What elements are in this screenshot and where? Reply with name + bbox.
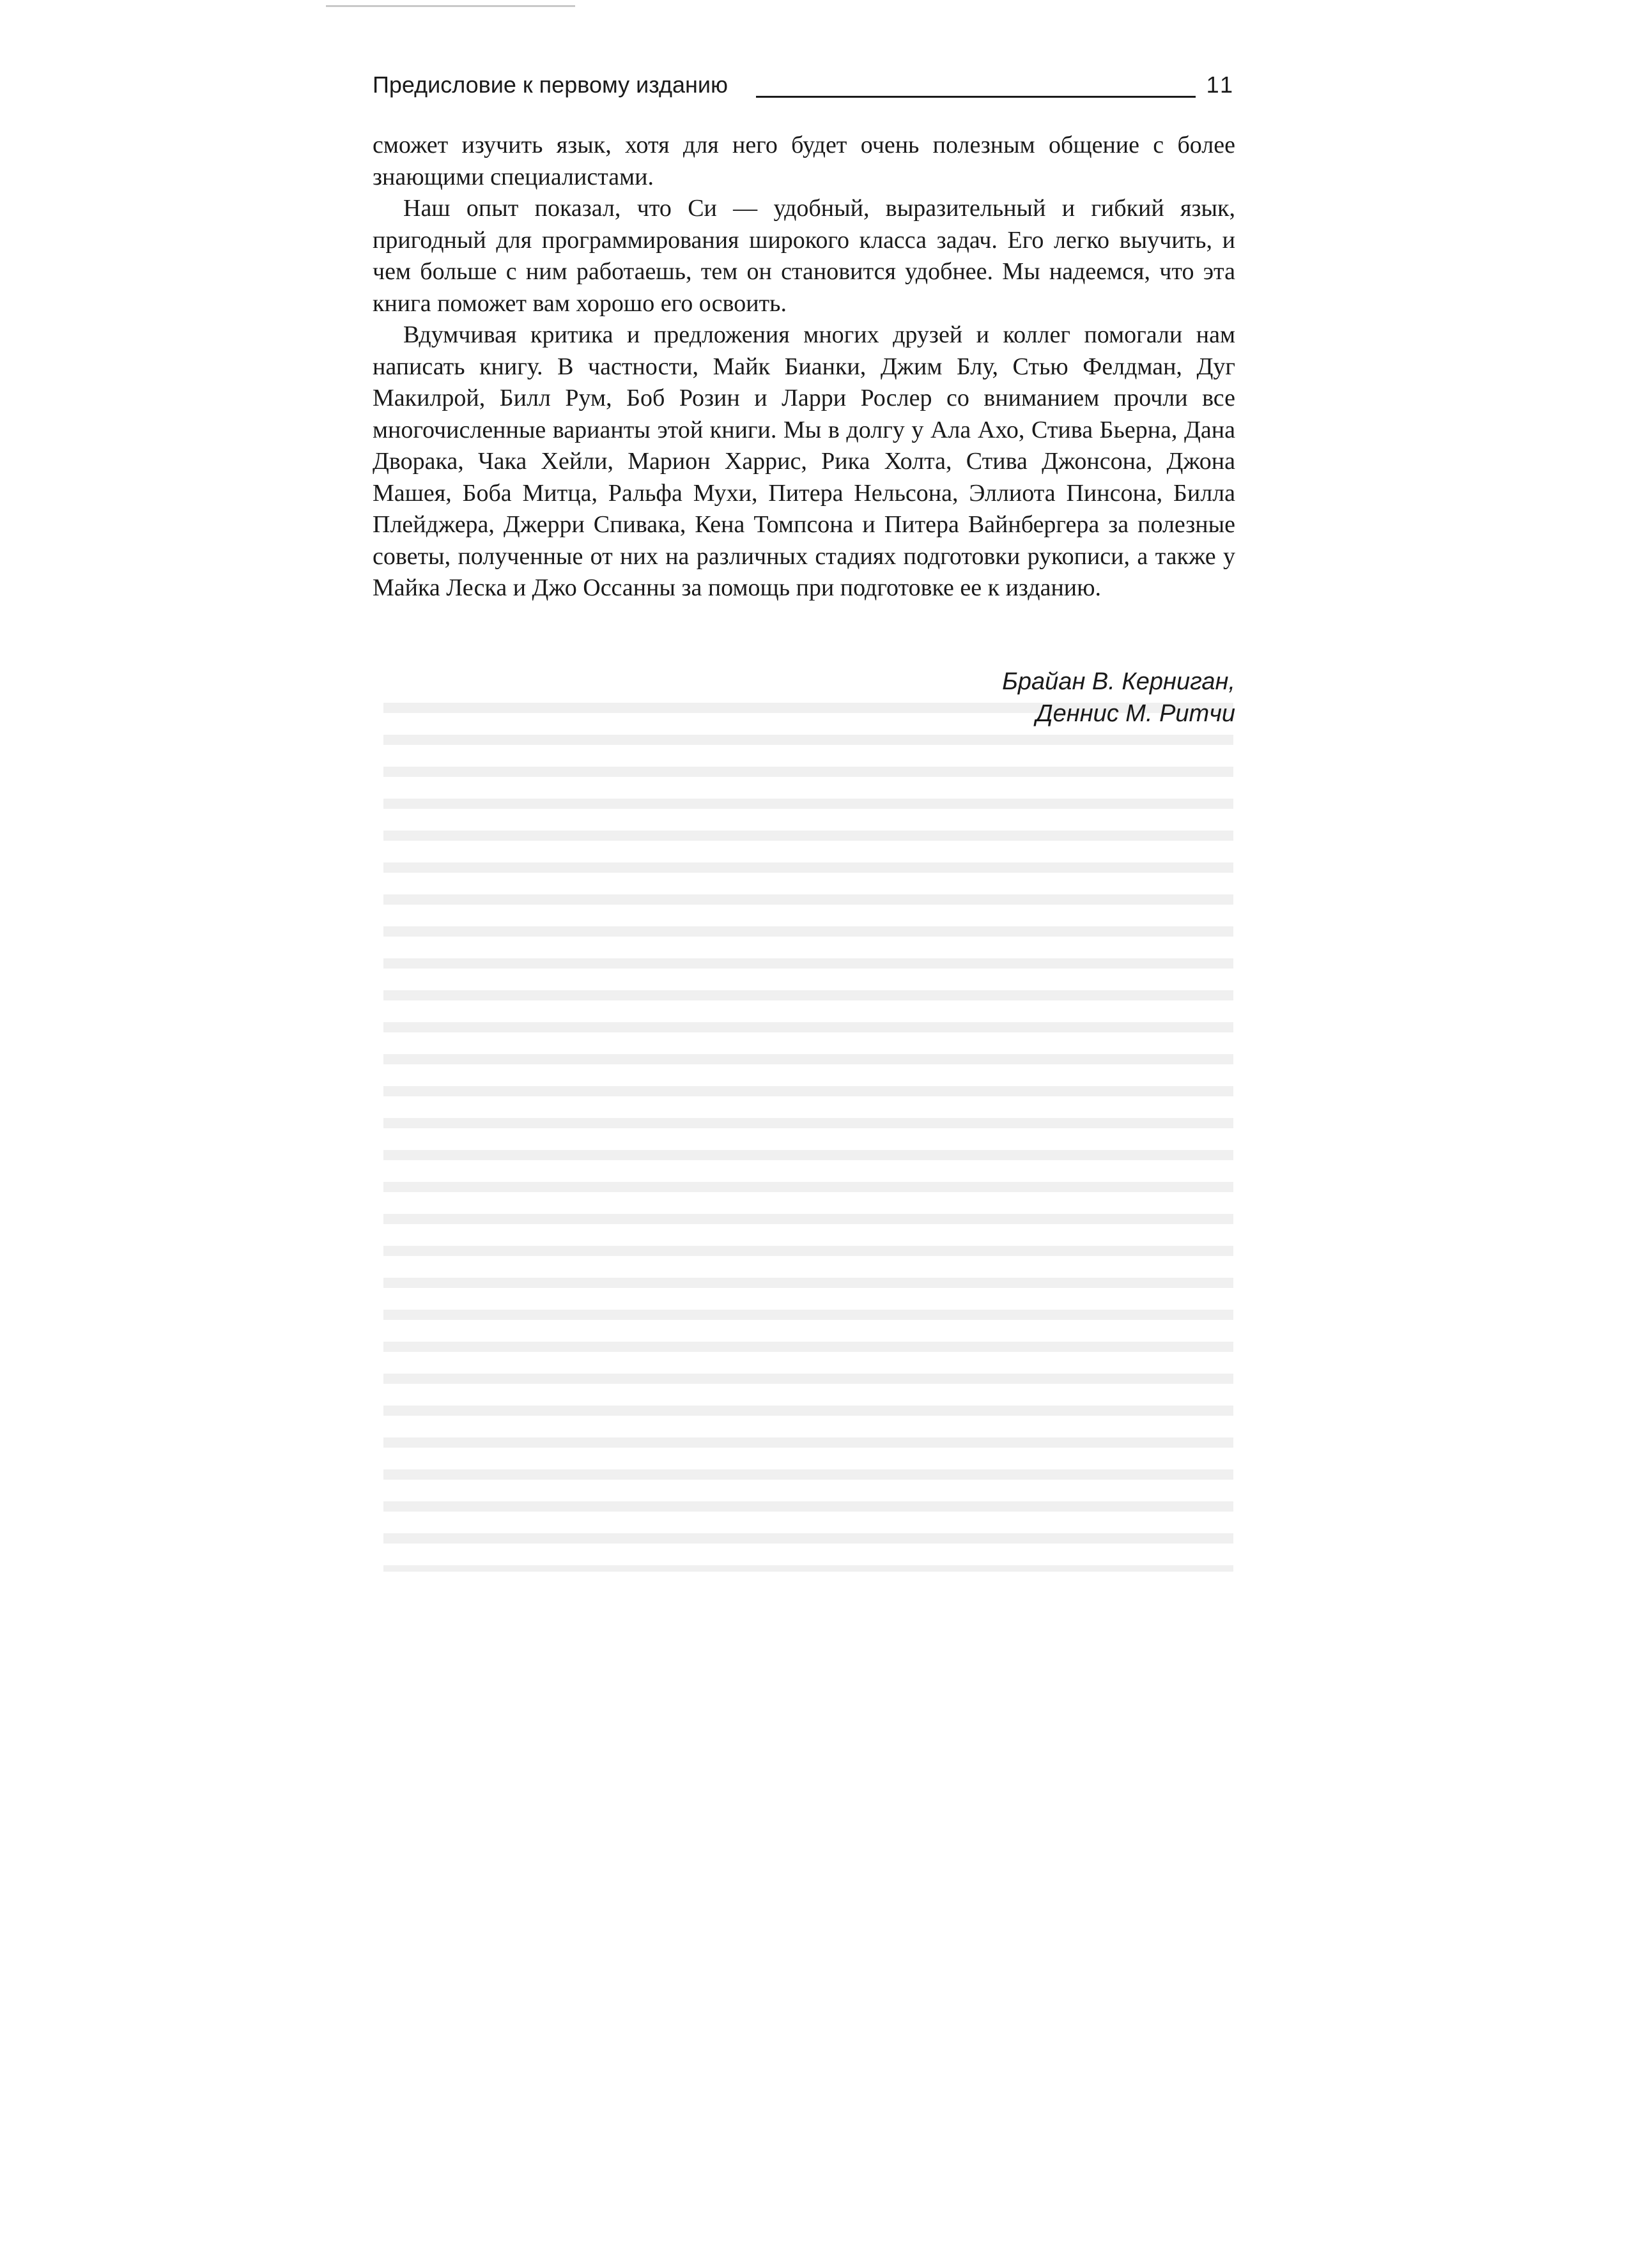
paragraph-continuation: сможет изучить язык, хотя для него будет очень полезным общение с более знающими специалистами. (373, 132, 1235, 190)
running-header (373, 72, 1235, 103)
signature (373, 666, 1235, 730)
page-number: 11 (1206, 72, 1235, 98)
body-text (373, 130, 1235, 604)
header-rule (756, 96, 1196, 98)
author-ritchie: Деннис М. Ритчи (1035, 700, 1235, 727)
chapter-title: Предисловие к первому изданию (373, 72, 728, 98)
paragraph-acknowledgements: Вдумчивая критика и предложения многих друзей и коллег помогали нам написать книгу. В частности, Майк Бианки, Джим Блу, Стью Фелдман, Дуг Макилрой, Билл Рум, Боб Розин и Ларри Рослер со вниманием прочли все многочисленные варианты этой книги. Мы в долгу у Ала Ахо, Стива Бьерна, Дана Дворака, Чака Хейли, Марион Харрис, Рика Холта, Стива Джонсона, Джона Машея, Боба Митца, Ральфа Мухи, Питера Нельсона, Эллиота Пинсона, Билла Плейджера, Джерри Спивака, Кена Томпсона и Питера Вайнбергера за полезные советы, полученные от них на различных стадиях подготовки рукописи, а также у Майка Леска и Джо Оссанны за помощь при подготовке ее к изданию. (373, 321, 1235, 601)
paragraph-experience: Наш опыт показал, что Си — удобный, выразительный и гибкий язык, пригодный для программирования широкого класса задач. Его легко выучить, и чем больше с ним работаешь, тем он становится удобнее. Мы надеемся, что эта книга поможет вам хорошо его освоить. (373, 195, 1235, 317)
bleed-through-shadow (383, 703, 1233, 1572)
scan-artifact-line (326, 5, 575, 7)
author-kernighan: Брайан В. Керниган, (1002, 668, 1235, 695)
